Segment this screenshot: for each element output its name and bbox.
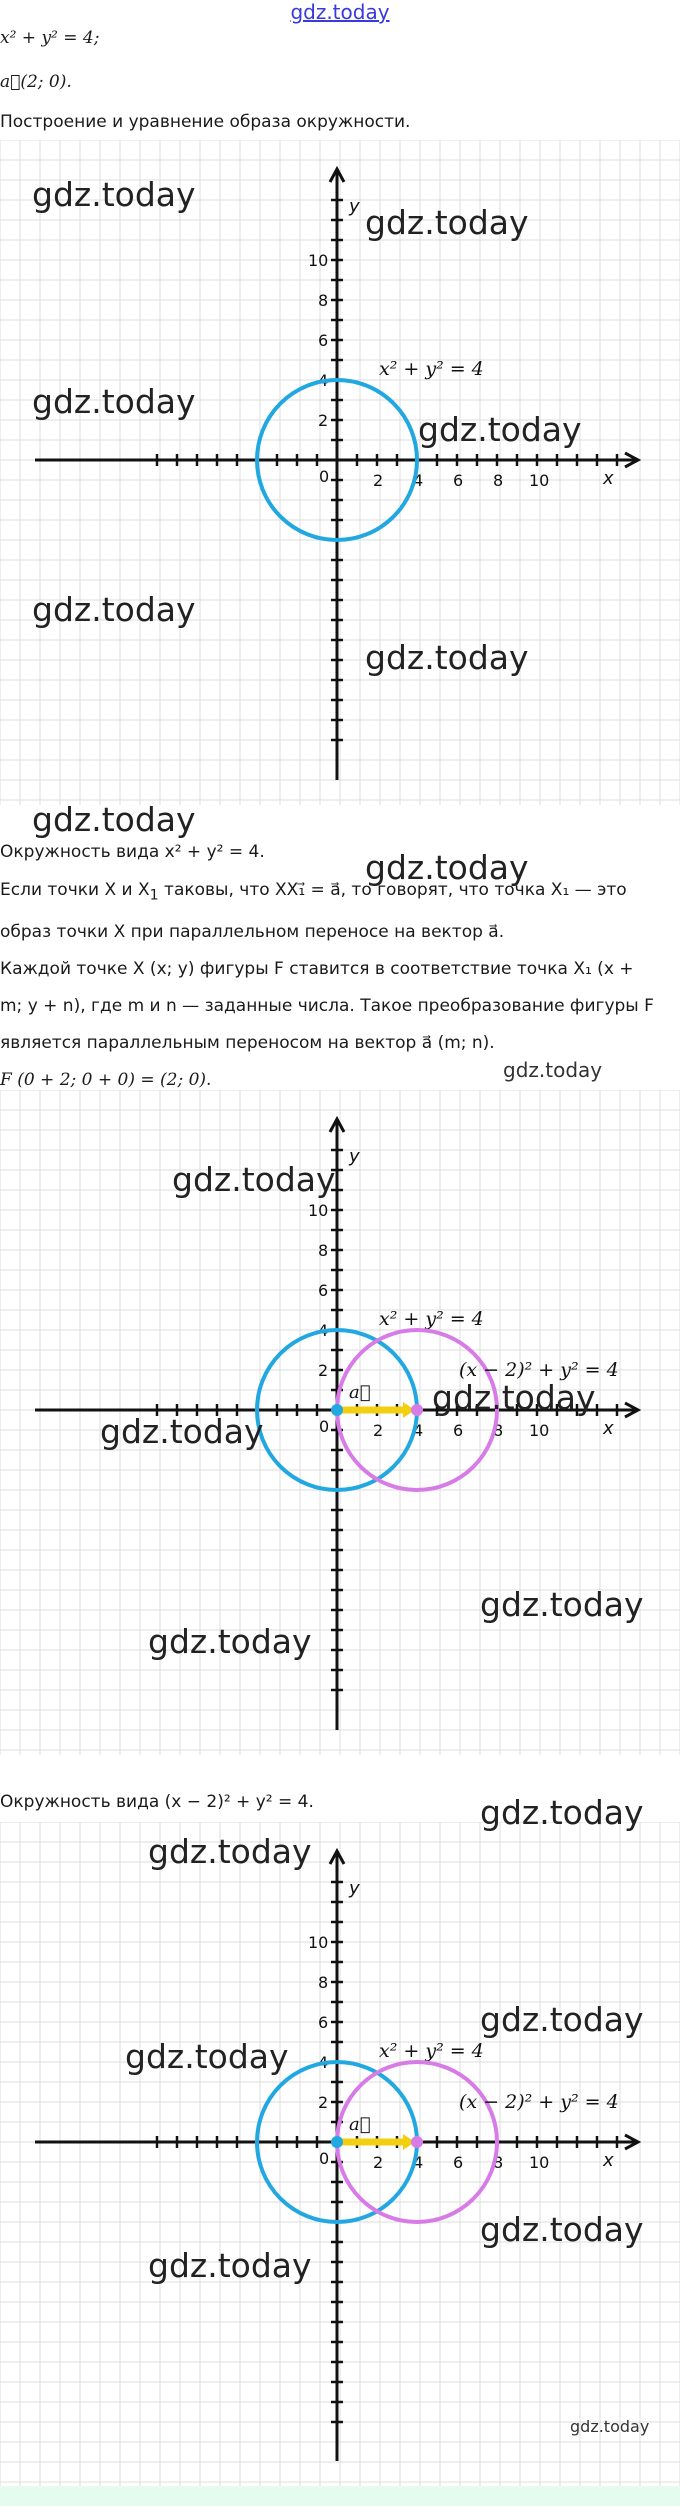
x-axis-label: x — [603, 1418, 614, 1439]
text-line-6: является параллельным переносом на вектор a⃗ (m; n). — [0, 1033, 495, 1054]
watermark: gdz.today — [365, 638, 529, 677]
origin-label: 0 — [319, 2149, 330, 2168]
watermark: gdz.today — [418, 410, 582, 449]
x-tick-label: 10 — [529, 471, 550, 490]
watermark: gdz.today — [32, 175, 196, 214]
site-title-link[interactable]: gdz.today — [290, 0, 390, 24]
watermark: gdz.today — [125, 2037, 289, 2076]
x-tick-label: 6 — [453, 471, 464, 490]
text-line-4: Каждой точке X (x; y) фигуры F ставится в соответствие точка X₁ (x + — [0, 959, 634, 980]
watermark: gdz.today — [570, 2417, 650, 2436]
footer-bar — [0, 2486, 680, 2506]
section-heading: Построение и уравнение образа окружности. — [0, 112, 411, 132]
watermark: gdz.today — [480, 1585, 644, 1624]
graph-1-canvas — [0, 140, 680, 805]
watermark: gdz.today — [480, 2000, 644, 2039]
given-equation: x² + y² = 4; — [0, 28, 100, 48]
x-tick-label: 8 — [493, 2153, 504, 2172]
text-line-2b: 1 — [149, 887, 159, 904]
watermark: gdz.today — [32, 800, 196, 839]
y-tick-label: 10 — [308, 1201, 329, 1220]
watermark: gdz.today — [148, 1622, 312, 1661]
watermark: gdz.today — [32, 590, 196, 629]
graph-3-canvas — [0, 1822, 680, 2486]
x-tick-label: 8 — [493, 1421, 504, 1440]
vector-a-label: a⃗ — [349, 2114, 371, 2135]
y-tick-label: 6 — [318, 1281, 329, 1300]
text2-line-1: Окружность вида (x − 2)² + y² = 4. — [0, 1792, 314, 1812]
circle-translated-label: (x − 2)² + y² = 4 — [459, 2091, 619, 2113]
watermark: gdz.today — [480, 2210, 644, 2249]
x-axis-label: x — [603, 468, 614, 489]
point-origin — [331, 1404, 343, 1416]
circle-original-label: x² + y² = 4 — [379, 358, 484, 380]
x-tick-label: 6 — [453, 2153, 464, 2172]
graph-1 — [0, 140, 680, 805]
watermark: gdz.today — [100, 1412, 264, 1451]
y-tick-label: 8 — [318, 1973, 329, 1992]
y-tick-label: 2 — [318, 1361, 329, 1380]
circle-translated-label: (x − 2)² + y² = 4 — [459, 1359, 619, 1381]
y-tick-label: 2 — [318, 2093, 329, 2112]
text-line-1: Окружность вида x² + y² = 4. — [0, 842, 265, 862]
watermark: gdz.today — [480, 1793, 644, 1832]
x-tick-label: 10 — [529, 1421, 550, 1440]
text-line-5: m; y + n), где m и n — заданные числа. Такое преобразование фигуры F — [0, 996, 654, 1017]
y-axis-label: y — [349, 196, 360, 217]
y-tick-label: 4 — [318, 371, 329, 390]
watermark: gdz.today — [503, 1058, 603, 1082]
x-tick-label: 10 — [529, 2153, 550, 2172]
point-image — [411, 2136, 423, 2148]
x-tick-label: 2 — [373, 1421, 384, 1440]
origin-label: 0 — [319, 1417, 330, 1436]
x-tick-label: 2 — [373, 471, 384, 490]
watermark: gdz.today — [365, 203, 529, 242]
watermark: gdz.today — [432, 1378, 596, 1417]
given-vector: a⃗(2; 0). — [0, 72, 72, 92]
text-line-7: F (0 + 2; 0 + 0) = (2; 0). — [0, 1070, 212, 1091]
y-axis-label: y — [349, 1878, 360, 1899]
y-tick-label: 4 — [318, 2053, 329, 2072]
point-image — [411, 1404, 423, 1416]
y-tick-label: 10 — [308, 251, 329, 270]
text-line-3: образ точки X при параллельном переносе на вектор a⃗. — [0, 922, 505, 943]
watermark: gdz.today — [365, 848, 529, 887]
y-tick-label: 6 — [318, 2013, 329, 2032]
circle-original-label: x² + y² = 4 — [379, 1308, 484, 1330]
vector-a-label: a⃗ — [349, 1382, 371, 1403]
point-origin — [331, 2136, 343, 2148]
y-tick-label: 2 — [318, 411, 329, 430]
circle-original-label: x² + y² = 4 — [379, 2040, 484, 2062]
y-tick-label: 4 — [318, 1321, 329, 1340]
y-tick-label: 8 — [318, 1241, 329, 1260]
watermark: gdz.today — [32, 382, 196, 421]
watermark: gdz.today — [148, 1832, 312, 1871]
x-tick-label: 8 — [493, 471, 504, 490]
x-axis-label: x — [603, 2150, 614, 2171]
y-axis-label: y — [349, 1146, 360, 1167]
origin-label: 0 — [319, 467, 330, 486]
x-tick-label: 2 — [373, 2153, 384, 2172]
y-tick-label: 10 — [308, 1933, 329, 1952]
x-tick-label: 4 — [413, 2153, 424, 2172]
text-line-2c: таковы, что XX₁⃗ = a⃗, то говорят, что точка X₁ — это — [158, 880, 627, 900]
graph-3 — [0, 1822, 680, 2486]
y-tick-label: 8 — [318, 291, 329, 310]
x-tick-label: 4 — [413, 471, 424, 490]
x-tick-label: 6 — [453, 1421, 464, 1440]
text-line-2a: Если точки X и X — [0, 880, 150, 900]
x-tick-label: 4 — [413, 1421, 424, 1440]
watermark: gdz.today — [172, 1160, 336, 1199]
text-line-2 — [0, 872, 678, 914]
y-tick-label: 6 — [318, 331, 329, 350]
watermark: gdz.today — [148, 2246, 312, 2285]
